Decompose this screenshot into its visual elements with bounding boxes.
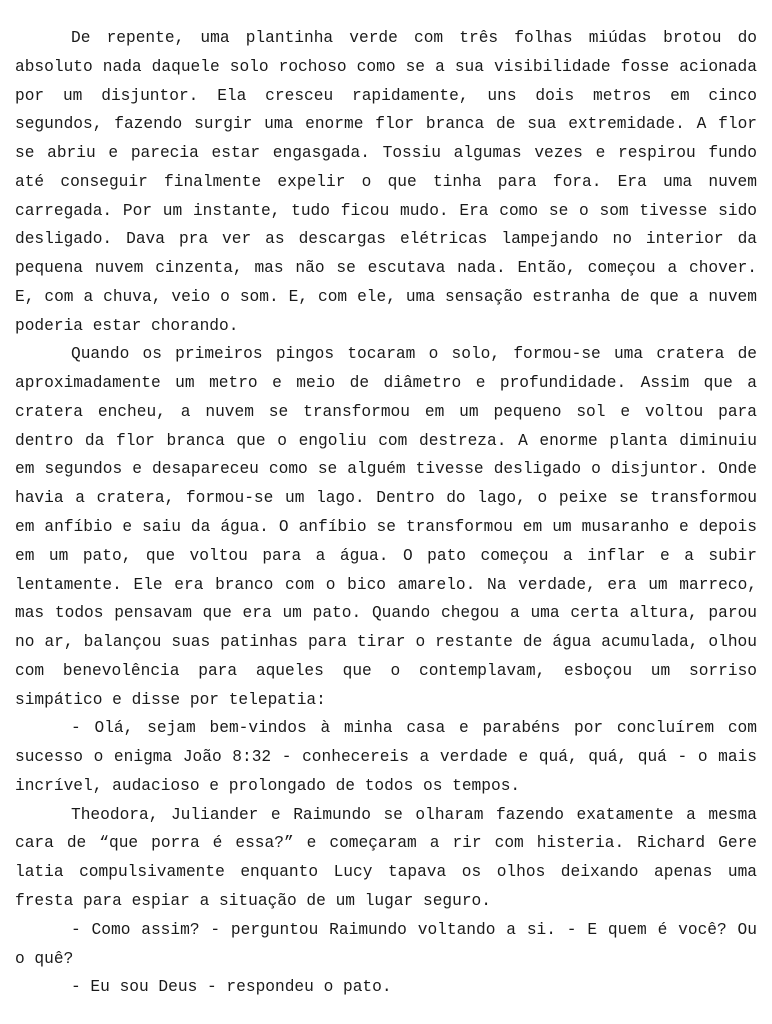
paragraph-raimundo-question: - Como assim? - perguntou Raimundo voltando a si. - E quem é você? Ou o quê? (15, 920, 757, 968)
paragraph-duck-greeting: - Olá, sejam bem-vindos à minha casa e parabéns por concluírem com sucesso o enigma João 8:32 - conhecereis a verdade e quá, quá, quá - o mais incrível, audacioso e prolongado de todos os tempos. (15, 719, 757, 795)
document-page (15, 24, 757, 1002)
paragraph-laughter: Theodora, Juliander e Raimundo se olharam fazendo exatamente a mesma cara de “que porra é essa?” e começaram a rir com histeria. Richard Gere latia compulsivamente enquanto Lucy tapava os olhos deixando apenas uma fresta para espiar a situação de um lugar seguro. (15, 805, 757, 910)
paragraph-duck-answer: - Eu sou Deus - respondeu o pato. (71, 978, 392, 997)
paragraph-crater-lake: Quando os primeiros pingos tocaram o solo, formou-se uma cratera de aproximadamente um metro e meio de diâmetro e profundidade. Assim que a cratera encheu, a nuvem se transformou em um pequeno sol e voltou para dentro da flor branca que o engoliu com destreza. A enorme planta diminuiu em segundos e desapareceu como se alguém tivesse desligado o disjuntor. Onde havia a cratera, formou-se um lago. Dentro do lago, o peixe se transformou em anfíbio e saiu da água. O anfíbio se transformou em um musaranho e depois em um pato, que voltou para a água. O pato começou a inflar e a subir lentamente. Ele era branco com o bico amarelo. Na verdade, era um marreco, mas todos pensavam que era um pato. Quando chegou a uma certa altura, parou no ar, balançou suas patinhas para tirar o restante de água acumulada, olhou com benevolência para aqueles que o contemplavam, esboçou um sorriso simpático e disse por telepatia: (15, 345, 757, 709)
paragraph-flower-cloud: De repente, uma plantinha verde com três folhas miúdas brotou do absoluto nada daquele solo rochoso como se a sua visibilidade fosse acionada por um disjuntor. Ela cresceu rapidamente, uns dois metros em cinco segundos, fazendo surgir uma enorme flor branca de sua extremidade. A flor se abriu e parecia estar engasgada. Tossiu algumas vezes e respirou fundo até conseguir finalmente expelir o que tinha para fora. Era uma nuvem carregada. Por um instante, tudo ficou mudo. Era como se o som tivesse sido desligado. Dava pra ver as descargas elétricas lampejando no interior da pequena nuvem cinzenta, mas não se escutava nada. Então, começou a chover. E, com a chuva, veio o som. E, com ele, uma sensação estranha de que a nuvem poderia estar chorando. (15, 29, 757, 335)
